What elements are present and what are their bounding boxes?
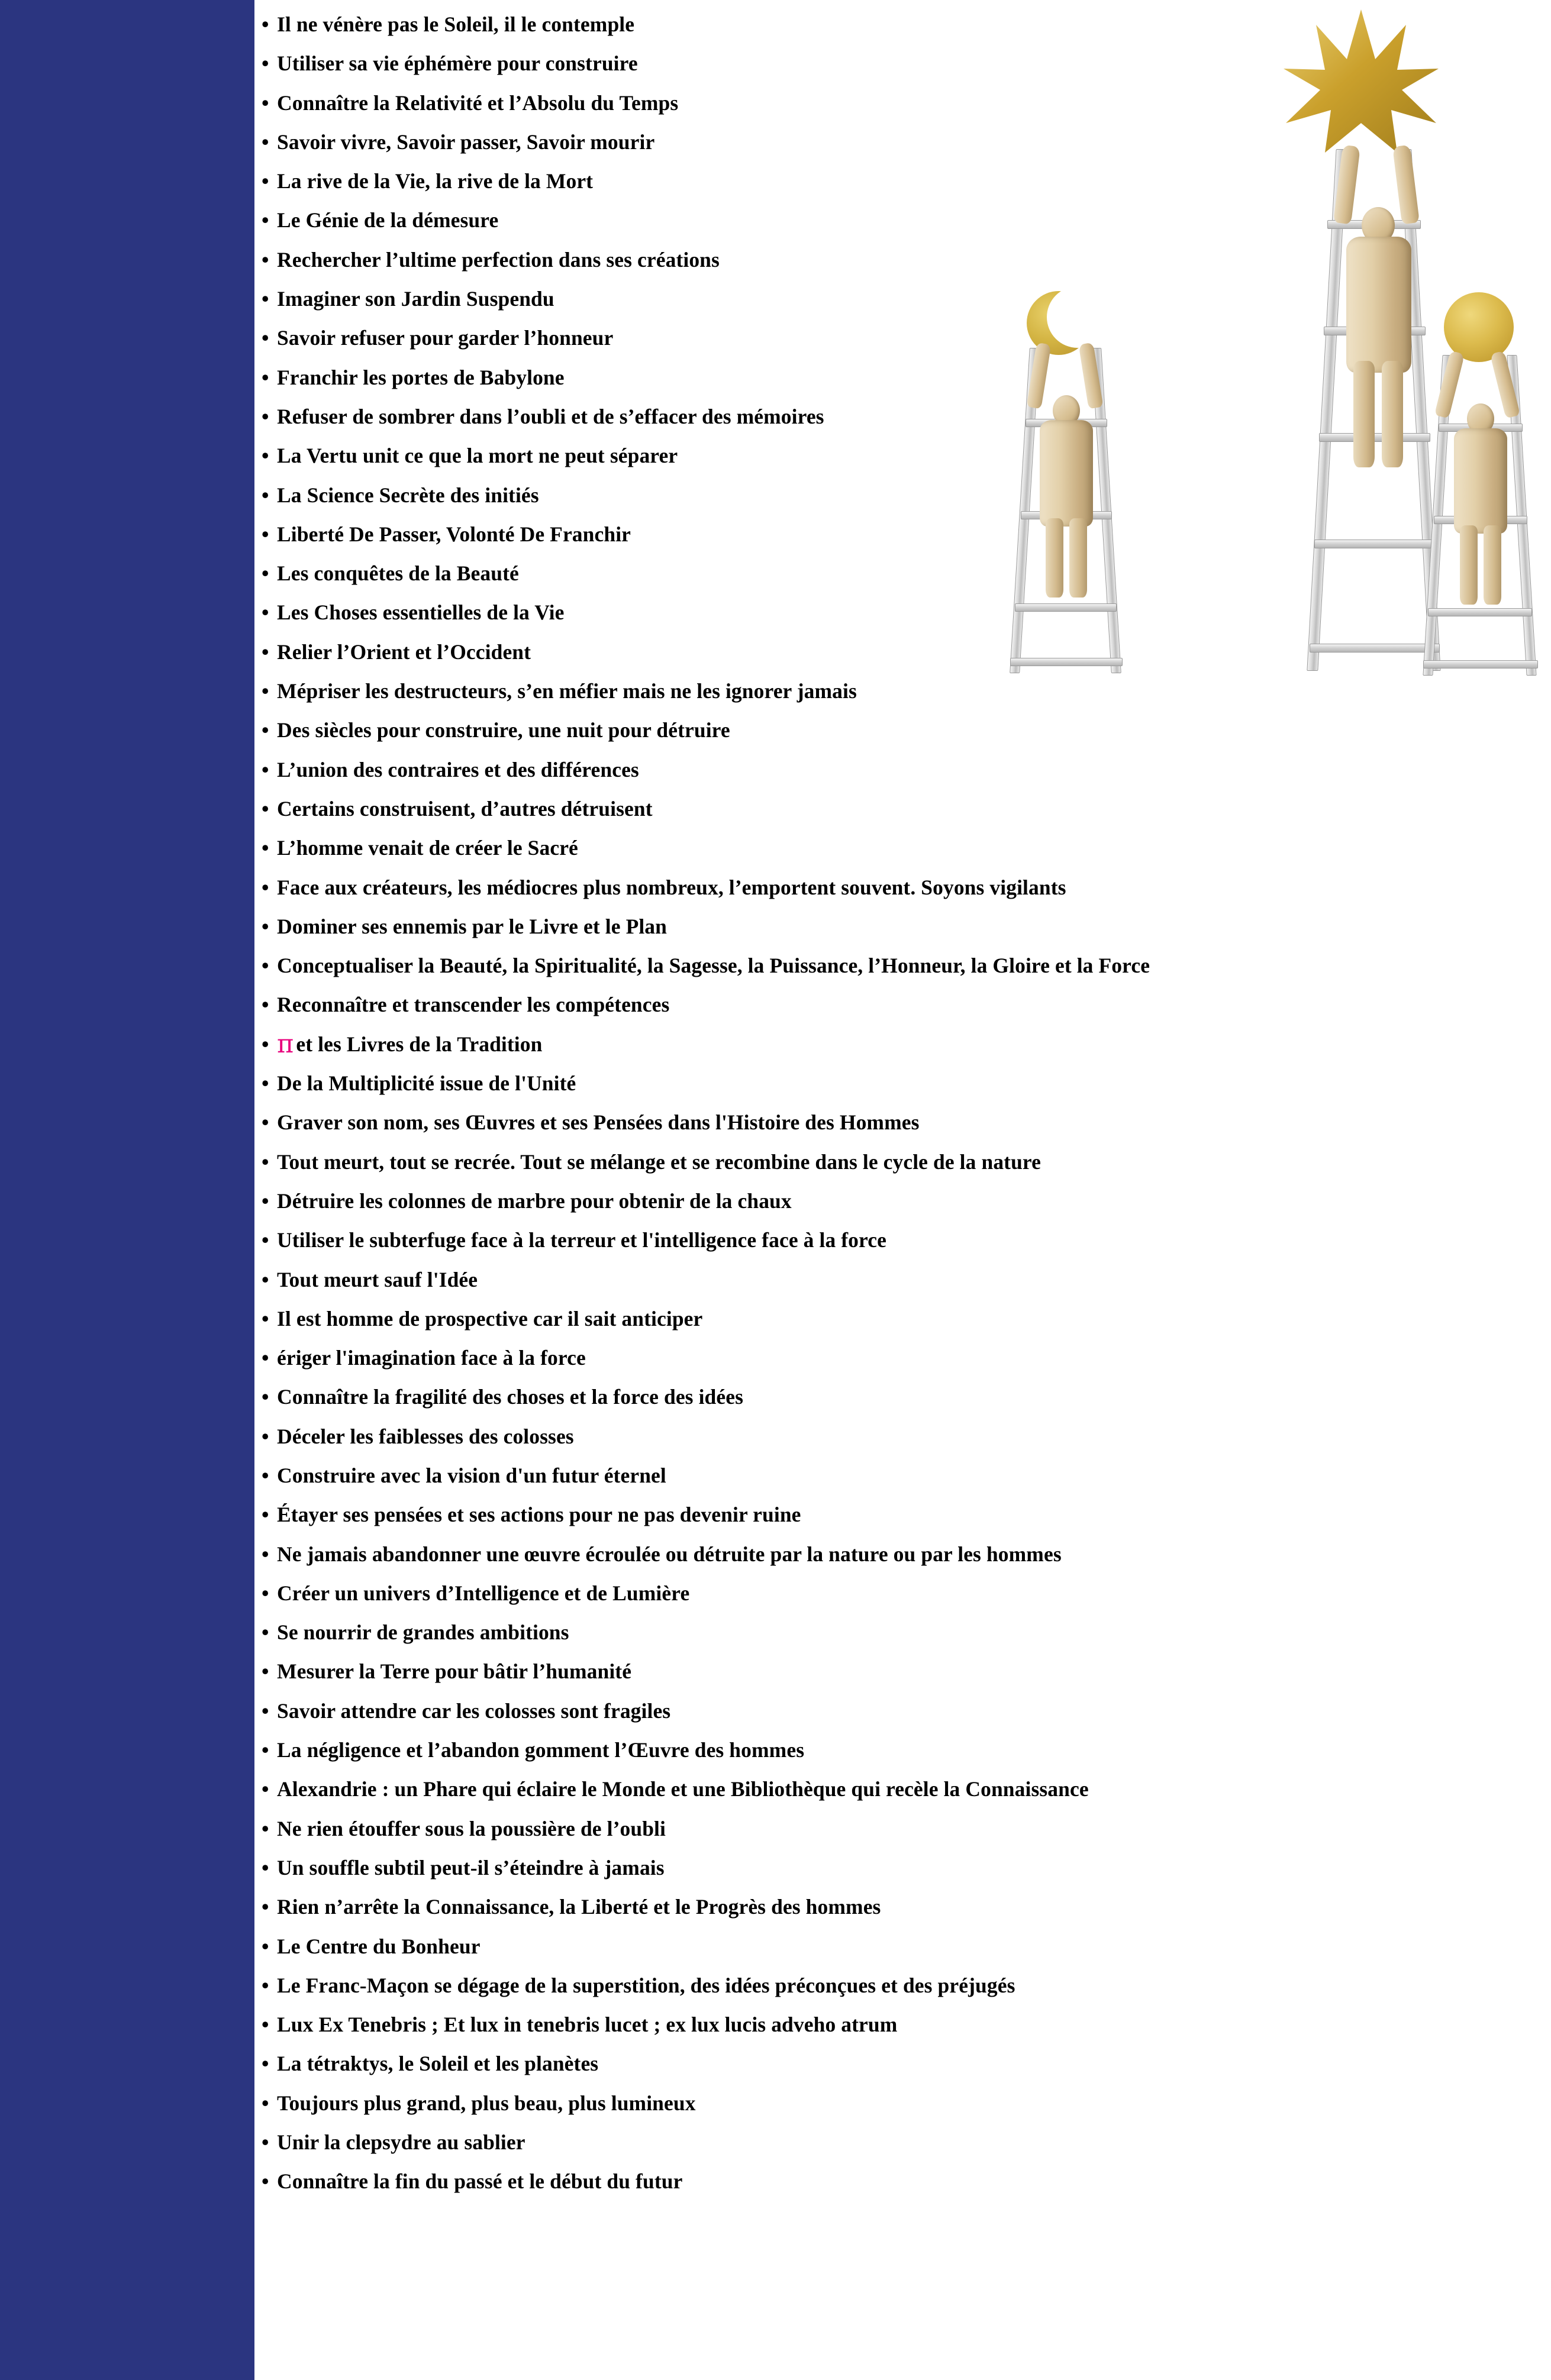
list-item bbox=[262, 279, 1528, 318]
list-item bbox=[262, 1299, 1528, 1338]
bullet-marker-icon: • bbox=[262, 1424, 269, 1448]
bullet-marker-icon: • bbox=[262, 796, 269, 821]
list-item-label: Relier l’Orient et l’Occident bbox=[277, 640, 531, 664]
bullet-marker-icon: • bbox=[262, 679, 269, 703]
bullet-marker-icon: • bbox=[262, 483, 269, 507]
list-item-label: Les Choses essentielles de la Vie bbox=[277, 600, 565, 625]
list-item bbox=[262, 1338, 1528, 1377]
list-item-label: ériger l'imagination face à la force bbox=[277, 1346, 586, 1370]
list-item-label: Conceptualiser la Beauté, la Spiritualité, la Sagesse, la Puissance, l’Honneur, la Gloire et la Force bbox=[277, 954, 1150, 978]
list-item-label: Connaître la fragilité des choses et la force des idées bbox=[277, 1385, 744, 1409]
list-item bbox=[262, 318, 1528, 357]
list-item-label: Rechercher l’ultime perfection dans ses créations bbox=[277, 247, 720, 272]
list-item-label: Le Génie de la démesure bbox=[277, 208, 499, 232]
bullet-marker-icon: • bbox=[262, 1816, 269, 1840]
list-item bbox=[262, 671, 1528, 711]
list-item-label: Savoir vivre, Savoir passer, Savoir mourir bbox=[277, 130, 655, 154]
list-item-label: Ne jamais abandonner une œuvre écroulée ou détruite par la nature ou par les hommes bbox=[277, 1542, 1062, 1566]
list-item bbox=[262, 1769, 1528, 1809]
bullet-marker-icon: • bbox=[262, 1228, 269, 1252]
bullet-marker-icon: • bbox=[262, 640, 269, 664]
list-item bbox=[262, 2044, 1528, 2083]
list-item-label: Tout meurt, tout se recrée. Tout se mélange et se recombine dans le cycle de la nature bbox=[277, 1149, 1041, 1174]
bullet-marker-icon: • bbox=[262, 1032, 269, 1056]
list-item bbox=[262, 240, 1528, 279]
bullet-marker-icon: • bbox=[262, 404, 269, 428]
bullet-marker-icon: • bbox=[262, 522, 269, 546]
list-item bbox=[262, 1887, 1528, 1926]
bullet-marker-icon: • bbox=[262, 169, 269, 193]
bullet-marker-icon: • bbox=[262, 1110, 269, 1135]
bullet-marker-icon: • bbox=[262, 444, 269, 468]
left-color-band bbox=[0, 0, 254, 2380]
bullet-marker-icon: • bbox=[262, 1071, 269, 1096]
list-item bbox=[262, 868, 1528, 907]
list-item bbox=[262, 1848, 1528, 1887]
list-item-label: Rien n’arrête la Connaissance, la Liberté et le Progrès des hommes bbox=[277, 1895, 881, 1919]
list-item bbox=[262, 2084, 1528, 2123]
list-item-label: Connaître la fin du passé et le début du futur bbox=[277, 2169, 683, 2194]
list-item bbox=[262, 946, 1528, 985]
bullet-marker-icon: • bbox=[262, 247, 269, 272]
list-item bbox=[262, 828, 1528, 867]
list-item-label: Refuser de sombrer dans l’oubli et de s’effacer des mémoires bbox=[277, 404, 824, 428]
list-item-label: La négligence et l’abandon gomment l’Œuvre des hommes bbox=[277, 1738, 805, 1762]
list-item bbox=[262, 1730, 1528, 1769]
bullet-marker-icon: • bbox=[262, 2130, 269, 2155]
list-item bbox=[262, 711, 1528, 750]
bullet-marker-icon: • bbox=[262, 836, 269, 860]
list-item-label: La Science Secrète des initiés bbox=[277, 483, 539, 507]
bullet-marker-icon: • bbox=[262, 1267, 269, 1291]
list-item-label: Détruire les colonnes de marbre pour obtenir de la chaux bbox=[277, 1189, 792, 1213]
content-column bbox=[254, 0, 1551, 2380]
bullet-marker-icon: • bbox=[262, 287, 269, 311]
bullet-list bbox=[262, 5, 1528, 2201]
list-item bbox=[262, 83, 1528, 122]
list-item bbox=[262, 789, 1528, 828]
bullet-marker-icon: • bbox=[262, 2091, 269, 2115]
pi-symbol: π bbox=[277, 1029, 294, 1059]
list-item-label: Des siècles pour construire, une nuit pour détruire bbox=[277, 718, 730, 742]
list-item bbox=[262, 1103, 1528, 1142]
bullet-marker-icon: • bbox=[262, 914, 269, 938]
list-item-label: Connaître la Relativité et l’Absolu du Temps bbox=[277, 91, 679, 115]
bullet-marker-icon: • bbox=[262, 1698, 269, 1723]
bullet-marker-icon: • bbox=[262, 1385, 269, 1409]
list-item-label: Construire avec la vision d'un futur éternel bbox=[277, 1463, 666, 1487]
list-item-label: Savoir attendre car les colosses sont fragiles bbox=[277, 1698, 671, 1723]
list-item-label: Savoir refuser pour garder l’honneur bbox=[277, 326, 614, 350]
list-item-label: Lux Ex Tenebris ; Et lux in tenebris lucet ; ex lux lucis adveho atrum bbox=[277, 2013, 898, 2037]
bullet-marker-icon: • bbox=[262, 1777, 269, 1801]
bullet-marker-icon: • bbox=[262, 561, 269, 586]
bullet-marker-icon: • bbox=[262, 326, 269, 350]
list-item bbox=[262, 632, 1528, 671]
list-item-label: L’union des contraires et des différences bbox=[277, 757, 639, 782]
list-item bbox=[262, 1927, 1528, 1966]
bullet-marker-icon: • bbox=[262, 993, 269, 1017]
list-item-label: Face aux créateurs, les médiocres plus nombreux, l’emportent souvent. Soyons vigilants bbox=[277, 875, 1066, 899]
list-item bbox=[262, 1456, 1528, 1495]
list-item bbox=[262, 1142, 1528, 1181]
list-item bbox=[262, 1613, 1528, 1652]
bullet-marker-icon: • bbox=[262, 12, 269, 36]
bullet-marker-icon: • bbox=[262, 2169, 269, 2194]
list-item bbox=[262, 122, 1528, 162]
list-item-label: L’homme venait de créer le Sacré bbox=[277, 836, 578, 860]
list-item bbox=[262, 1260, 1528, 1299]
list-item-label: Dominer ses ennemis par le Livre et le Plan bbox=[277, 914, 668, 938]
list-item-label: Franchir les portes de Babylone bbox=[277, 365, 565, 389]
list-item bbox=[262, 750, 1528, 789]
list-item-label: et les Livres de la Tradition bbox=[296, 1032, 543, 1056]
list-item bbox=[262, 1574, 1528, 1613]
list-item bbox=[262, 985, 1528, 1024]
list-item bbox=[262, 1064, 1528, 1103]
bullet-marker-icon: • bbox=[262, 1738, 269, 1762]
list-item-label: Tout meurt sauf l'Idée bbox=[277, 1267, 478, 1291]
bullet-marker-icon: • bbox=[262, 51, 269, 76]
list-item-label: Reconnaître et transcender les compétences bbox=[277, 993, 670, 1017]
list-item bbox=[262, 436, 1528, 475]
list-item bbox=[262, 1181, 1528, 1220]
list-item bbox=[262, 515, 1528, 554]
list-item bbox=[262, 1417, 1528, 1456]
bullet-marker-icon: • bbox=[262, 954, 269, 978]
list-item-label: Utiliser sa vie éphémère pour construire bbox=[277, 51, 638, 76]
list-item-label: De la Multiplicité issue de l'Unité bbox=[277, 1071, 576, 1096]
list-item-label: Toujours plus grand, plus beau, plus lumineux bbox=[277, 2091, 696, 2115]
list-item bbox=[262, 5, 1528, 44]
bullet-marker-icon: • bbox=[262, 1503, 269, 1527]
list-item-label: Il ne vénère pas le Soleil, il le contemple bbox=[277, 12, 635, 36]
list-item bbox=[262, 1025, 1528, 1064]
bullet-marker-icon: • bbox=[262, 2052, 269, 2076]
list-item-label: Mesurer la Terre pour bâtir l’humanité bbox=[277, 1659, 632, 1684]
list-item-label: Il est homme de prospective car il sait anticiper bbox=[277, 1306, 703, 1331]
list-item-label: Imaginer son Jardin Suspendu bbox=[277, 287, 554, 311]
list-item bbox=[262, 1966, 1528, 2005]
list-item-label: Ne rien étouffer sous la poussière de l’oubli bbox=[277, 1816, 666, 1840]
bullet-marker-icon: • bbox=[262, 1542, 269, 1566]
list-item-label: Utiliser le subterfuge face à la terreur et l'intelligence face à la force bbox=[277, 1228, 886, 1252]
list-item bbox=[262, 2005, 1528, 2044]
list-item-label: Créer un univers d’Intelligence et de Lumière bbox=[277, 1581, 690, 1605]
bullet-marker-icon: • bbox=[262, 757, 269, 782]
bullet-marker-icon: • bbox=[262, 1306, 269, 1331]
bullet-marker-icon: • bbox=[262, 1895, 269, 1919]
bullet-marker-icon: • bbox=[262, 1463, 269, 1487]
list-item bbox=[262, 476, 1528, 515]
list-item-label: Se nourrir de grandes ambitions bbox=[277, 1620, 569, 1645]
list-item-label: Étayer ses pensées et ses actions pour ne pas devenir ruine bbox=[277, 1503, 801, 1527]
list-item-label: Alexandrie : un Phare qui éclaire le Monde et une Bibliothèque qui recèle la Connaissance bbox=[277, 1777, 1089, 1801]
list-item-label: Le Franc-Maçon se dégage de la superstition, des idées préconçues et des préjugés bbox=[277, 1973, 1015, 1997]
list-item bbox=[262, 1809, 1528, 1848]
list-item bbox=[262, 201, 1528, 240]
bullet-marker-icon: • bbox=[262, 1346, 269, 1370]
bullet-marker-icon: • bbox=[262, 130, 269, 154]
bullet-marker-icon: • bbox=[262, 2013, 269, 2037]
list-item bbox=[262, 1377, 1528, 1416]
list-item bbox=[262, 1495, 1528, 1534]
bullet-marker-icon: • bbox=[262, 1659, 269, 1684]
list-item bbox=[262, 593, 1528, 632]
list-item bbox=[262, 2123, 1528, 2162]
list-item bbox=[262, 162, 1528, 201]
list-item bbox=[262, 907, 1528, 946]
bullet-marker-icon: • bbox=[262, 875, 269, 899]
list-item bbox=[262, 397, 1528, 436]
list-item-label: Le Centre du Bonheur bbox=[277, 1934, 481, 1958]
bullet-marker-icon: • bbox=[262, 208, 269, 232]
list-item-label: Certains construisent, d’autres détruisent bbox=[277, 796, 653, 821]
list-item-label: Les conquêtes de la Beauté bbox=[277, 561, 519, 586]
bullet-marker-icon: • bbox=[262, 1934, 269, 1958]
bullet-marker-icon: • bbox=[262, 1149, 269, 1174]
bullet-marker-icon: • bbox=[262, 1973, 269, 1997]
list-item bbox=[262, 554, 1528, 593]
list-item bbox=[262, 2162, 1528, 2201]
bullet-marker-icon: • bbox=[262, 1620, 269, 1645]
list-item-label: Liberté De Passer, Volonté De Franchir bbox=[277, 522, 631, 546]
bullet-marker-icon: • bbox=[262, 365, 269, 389]
bullet-marker-icon: • bbox=[262, 718, 269, 742]
list-item bbox=[262, 1220, 1528, 1260]
list-item bbox=[262, 44, 1528, 83]
list-item-label: Un souffle subtil peut-il s’éteindre à jamais bbox=[277, 1855, 665, 1880]
list-item-label: Déceler les faiblesses des colosses bbox=[277, 1424, 574, 1448]
list-item-label: La tétraktys, le Soleil et les planètes bbox=[277, 2052, 599, 2076]
bullet-marker-icon: • bbox=[262, 600, 269, 625]
list-item-label: Mépriser les destructeurs, s’en méfier mais ne les ignorer jamais bbox=[277, 679, 857, 703]
list-item-label: Graver son nom, ses Œuvres et ses Pensées dans l'Histoire des Hommes bbox=[277, 1110, 920, 1135]
bullet-marker-icon: • bbox=[262, 1855, 269, 1880]
bullet-marker-icon: • bbox=[262, 1581, 269, 1605]
list-item bbox=[262, 358, 1528, 397]
list-item-label: La Vertu unit ce que la mort ne peut séparer bbox=[277, 444, 678, 468]
list-item-label: La rive de la Vie, la rive de la Mort bbox=[277, 169, 594, 193]
list-item bbox=[262, 1691, 1528, 1730]
bullet-marker-icon: • bbox=[262, 91, 269, 115]
list-item-label: Unir la clepsydre au sablier bbox=[277, 2130, 525, 2155]
bullet-marker-icon: • bbox=[262, 1189, 269, 1213]
list-item bbox=[262, 1652, 1528, 1691]
list-item bbox=[262, 1535, 1528, 1574]
